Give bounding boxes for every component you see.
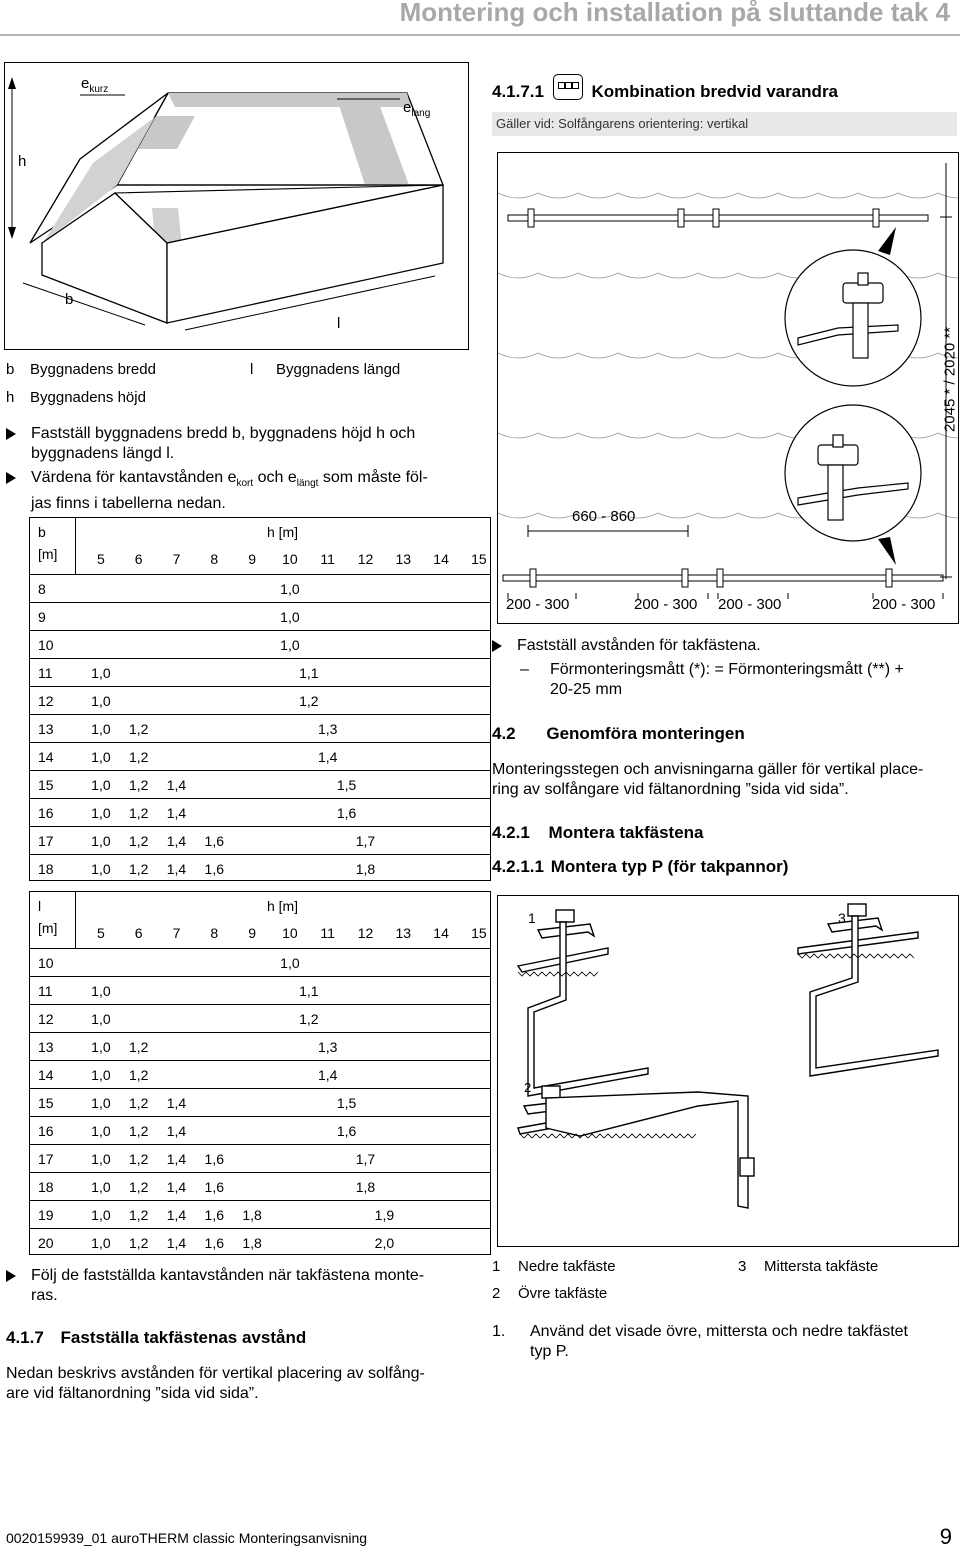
dash-item: – Förmonteringsmått (*): = Förmonteringsmått (**) + 20-25 mm [520,660,950,700]
table-b-cell-value: 1,0 [91,777,111,793]
table-l-cell-value: 1,6 [204,1207,225,1223]
table-b-cell-rest: 1,6 [336,805,357,821]
section-4211-heading [492,857,788,877]
table-b-cell-value: 1,0 [91,665,111,681]
section-417-title: Fastställa takfästenas avstånd [60,1328,307,1347]
table-l-cell-rest: 1,2 [299,1011,319,1027]
table-b-cell-value: 1,2 [128,861,149,877]
table-b-column-header: 13 [395,551,412,567]
instruction-determine [492,636,952,656]
table-b-cell-value: 1,0 [91,749,111,765]
section-417-heading [6,1328,306,1348]
header-rule [0,34,960,36]
table-b-row-label: 9 [38,609,46,625]
section-417-paragraph-line2: are vid fältanordning ”sida vid sida”. [6,1385,259,1402]
table-b-cell-value: 1,2 [128,833,149,849]
table-l-cell-rest: 1,5 [336,1095,357,1111]
table-b-cell-rest: 1,3 [317,721,338,737]
instr2-sub1: kort [236,478,254,490]
house-drawing [5,63,468,349]
hook-callout-3: 3 [838,910,846,926]
table-l-column-header: 12 [357,925,374,941]
table-b-row-label: 14 [38,749,54,765]
table-b-cell-rest: 1,0 [280,609,300,625]
table-b-cell-value: 1,6 [204,861,225,877]
table-b-cell-rest: 1,0 [280,637,300,653]
hook-callout-2: 2 [524,1080,532,1095]
table-l-row-label: 18 [38,1179,54,1195]
table-b-row-label: 12 [38,693,54,709]
table-l-cell-value: 1,0 [91,1151,111,1167]
table-l-cell-value: 1,2 [128,1179,149,1195]
table-l-cell-rest: 1,9 [374,1207,395,1223]
table-b-row-rule [30,658,490,659]
table-b-row-rule [30,686,490,687]
table-l-row-rule [30,1088,490,1089]
table-l-column-header: 13 [395,925,412,941]
table-b-cell-value: 1,2 [128,777,149,793]
table-b-row-rule [30,826,490,827]
legend-l-key: l [250,361,254,378]
table-b-row-rule [30,770,490,771]
table-l-row-rule [30,1032,490,1033]
table-b-column-header: 11 [320,551,335,567]
bullet-arrow-icon [6,1270,16,1282]
table-l-header-row-label: l [38,898,42,914]
section-42-paragraph-line2: ring av solfångare vid fältanordning ”sida vid sida”. [492,781,849,798]
footer-document-id: 0020159939_01 auroTHERM classic Monteringsanvisning [6,1530,368,1546]
step-1-line1: Använd det visade övre, mittersta och nedre takfästet [530,1323,908,1340]
table-b-row-label: 10 [38,637,54,653]
table-l-cell-value: 1,0 [91,1179,111,1195]
table-b-row-label: 11 [38,665,53,681]
instruction-follow-line2: ras. [31,1287,58,1304]
table-b-cell-rest: 1,7 [355,833,376,849]
legend-b-text: Byggnadens bredd [30,361,156,378]
instr2-part2: och e [253,469,297,486]
table-l-cell-rest: 1,0 [280,955,300,971]
table-l-cell-value: 1,8 [242,1207,262,1223]
table-l-column-header: 5 [97,925,105,941]
bullet-arrow-icon [492,640,502,652]
dash-item-line1: Förmonteringsmått (*): = Förmonteringsmått (**) + [550,661,904,678]
section-4171-number: 4.1.7.1 [492,82,544,101]
instr2-part1: Värdena för kantavstånden e [31,469,237,486]
table-b-cell-value: 1,6 [204,833,225,849]
table-b-row-rule [30,854,490,855]
table-l-row-label: 14 [38,1067,54,1083]
hook-legend-3-key: 3 [738,1258,747,1275]
table-b-cell-rest: 1,5 [336,777,357,793]
table-b-header-row-unit: [m] [38,546,58,562]
instruction-values [6,468,466,514]
h-label: h [18,153,27,170]
legend-b-key: b [6,361,15,378]
instruction-determine-text: Fastställ avstånden för takfästena. [517,637,761,654]
table-l-cell-value: 1,2 [128,1039,149,1055]
table-l-row-label: 15 [38,1095,54,1111]
section-42-paragraph-line1: Monteringsstegen och anvisningarna gäller för vertikal place- [492,761,924,778]
section-4171-title: Kombination bredvid varandra [591,82,839,101]
table-b-cell-rest: 1,1 [299,665,319,681]
table-b-cell-value: 1,0 [91,805,111,821]
section-421-number: 4.2.1 [492,823,530,842]
table-l-cell-rest: 1,8 [355,1179,376,1195]
table-b-cell-rest: 1,4 [317,749,338,765]
table-l-cell-value: 1,0 [91,1235,111,1251]
table-l-row-rule [30,1144,490,1145]
page-title: Montering och installation på sluttande tak 4 [399,0,950,27]
section-4171-heading [492,74,838,102]
legend-l-text: Byggnadens längd [276,361,401,378]
table-l-cell-value: 1,0 [91,1095,111,1111]
e-kurz-label [81,75,108,95]
roof-hooks-figure [497,895,959,1247]
dash-item-line2: 20-25 mm [550,681,623,698]
table-l-row-rule [30,1116,490,1117]
table-l-row-rule [30,976,490,977]
table-width [29,517,491,881]
footer-page-number: 9 [939,1524,952,1549]
gap-label-1: 200 - 300 [506,596,570,613]
applies-to-bar [492,112,957,136]
table-l-header-rule [30,948,490,949]
house-figure [4,62,469,350]
table-b-column-header: 12 [357,551,374,567]
table-l-cell-value: 1,4 [166,1151,187,1167]
table-b-cell-value: 1,4 [166,805,187,821]
instruction-measure-line1: Fastställ byggnadens bredd b, byggnadens höjd h och [31,425,416,442]
table-b-cell-value: 1,0 [91,861,111,877]
e-lang-letter: e [403,99,412,116]
e-lang-subscript: lang [411,108,431,119]
table-l-row-rule [30,1200,490,1201]
table-b-row-rule [30,602,490,603]
section-421-heading [492,823,703,843]
table-l-cell-value: 1,4 [166,1123,187,1139]
table-l-cell-value: 1,0 [91,983,111,999]
instruction-follow-line1: Följ de fastställda kantavstånden när takfästena monte- [31,1267,425,1284]
section-417-paragraph-line1: Nedan beskrivs avstånden för vertikal placering av solfång- [6,1365,425,1382]
gap-label-2: 200 - 300 [634,596,698,613]
table-l-cell-rest: 2,0 [374,1235,395,1251]
table-l-cell-value: 1,2 [128,1067,149,1083]
table-l-row-label: 11 [38,983,53,999]
dim-vertical-label: 2045 * / 2020 ** [941,326,959,433]
table-l-header-row-unit: [m] [38,920,58,936]
table-b-column-header: 9 [248,551,256,567]
table-b-row-rule [30,742,490,743]
table-l-column-header: 14 [433,925,449,941]
table-b-header-row-label: b [38,524,46,540]
table-b-row-rule [30,714,490,715]
table-l-row-label: 12 [38,1011,54,1027]
table-b-row-label: 8 [38,581,46,597]
section-42-heading [492,724,745,744]
table-l-column-header: 9 [248,925,256,941]
roof-hooks-drawing [498,896,958,1246]
table-l-cell-value: 1,2 [128,1123,149,1139]
table-l-row-rule [30,1060,490,1061]
table-l-row-label: 20 [38,1235,54,1251]
hook-legend-3-text: Mittersta takfäste [764,1258,879,1275]
table-b-cell-value: 1,0 [91,833,111,849]
instr2-part3: som måste föl- [318,469,428,486]
table-l-cell-value: 1,2 [128,1207,149,1223]
table-b-column-header: 5 [97,551,105,567]
l-label: l [337,315,341,332]
section-42-number: 4.2 [492,724,516,743]
table-b-column-header: 14 [433,551,449,567]
e-lang-label [403,99,430,119]
table-b-column-header: 8 [210,551,219,567]
spacing-drawing [498,153,958,623]
table-b-header-col-label: h [m] [266,524,299,540]
section-417-paragraph [6,1364,466,1404]
table-l-cell-value: 1,2 [128,1235,149,1251]
table-b-cell-value: 1,4 [166,861,187,877]
table-l-column-header: 15 [471,925,487,941]
table-l-row-label: 10 [38,955,54,971]
table-b-cell-rest: 1,2 [299,693,319,709]
table-b-cell-value: 1,0 [91,721,111,737]
table-l-column-header: 7 [172,925,181,941]
table-l-cell-value: 1,4 [166,1207,187,1223]
spacing-figure [497,152,959,624]
side-by-side-icon [553,74,583,100]
table-b-cell-value: 1,0 [91,693,111,709]
table-b-cell-rest: 1,8 [355,861,376,877]
table-b-row-label: 16 [38,805,54,821]
table-l-row-rule [30,1172,490,1173]
section-421-title: Montera takfästena [548,823,704,842]
applies-label: Gäller vid: [496,116,555,131]
table-b-column-header: 10 [282,551,298,567]
table-l-cell-value: 1,4 [166,1179,187,1195]
legend-h-key: h [6,389,15,406]
table-b-row-rule [30,630,490,631]
table-b-row-rule [30,798,490,799]
step-1-line2: typ P. [530,1343,569,1360]
table-b-cell-value: 1,2 [128,721,149,737]
b-label: b [65,291,74,308]
hook-callout-1: 1 [528,910,536,926]
table-b-column-header: 15 [471,551,487,567]
table-b-column-header: 6 [134,551,143,567]
table-l-cell-value: 1,2 [128,1151,149,1167]
table-l-cell-rest: 1,6 [336,1123,357,1139]
table-b-cell-rest: 1,0 [280,581,300,597]
table-l-cell-rest: 1,4 [317,1067,338,1083]
table-l-cell-value: 1,2 [128,1095,149,1111]
instr2-sub2: längt [296,478,319,490]
table-l-cell-value: 1,0 [91,1067,111,1083]
instruction-follow [6,1266,466,1306]
table-b-row-label: 17 [38,833,54,849]
table-l-header-col-label: h [m] [266,898,299,914]
table-l-column-header: 6 [134,925,143,941]
table-l-column-header: 10 [282,925,298,941]
table-l-cell-rest: 1,7 [355,1151,376,1167]
table-l-cell-value: 1,6 [204,1235,225,1251]
hook-legend-2-text: Övre takfäste [518,1285,608,1302]
table-b-row-label: 15 [38,777,54,793]
hook-legend-1-key: 1 [492,1258,501,1275]
applies-value: Solfångarens orientering: vertikal [554,116,749,131]
gap-label-4: 200 - 300 [872,596,936,613]
table-l-row-rule [30,1004,490,1005]
table-b-row-label: 13 [38,721,54,737]
section-4211-number: 4.2.1.1 [492,857,544,876]
section-42-paragraph [492,760,957,800]
instruction-measure-line2: byggnadens längd l. [31,445,175,462]
table-b-cell-value: 1,2 [128,749,149,765]
table-b-column-header: 7 [172,551,181,567]
table-l-cell-value: 1,6 [204,1151,225,1167]
table-l-row-label: 13 [38,1039,54,1055]
table-l-cell-value: 1,0 [91,1011,111,1027]
instruction-values-line2: jas finns i tabellerna nedan. [31,495,226,513]
table-l-cell-value: 1,0 [91,1123,111,1139]
legend-h-text: Byggnadens höjd [30,389,146,406]
dim-horizontal-label: 660 - 860 [572,508,636,525]
table-l-cell-value: 1,6 [204,1179,225,1195]
instruction-values-line1 [31,468,466,494]
table-length [29,891,491,1255]
table-l-row-label: 17 [38,1151,54,1167]
section-4211-title: Montera typ P (för takpannor) [550,857,789,876]
section-42-title: Genomföra monteringen [546,724,745,743]
table-b-cell-value: 1,4 [166,833,187,849]
table-l-cell-value: 1,0 [91,1039,111,1055]
gap-label-3: 200 - 300 [718,596,782,613]
table-b-cell-value: 1,4 [166,777,187,793]
table-l-row-label: 16 [38,1123,54,1139]
table-b-cell-value: 1,2 [128,805,149,821]
step-1 [492,1322,957,1362]
table-l-cell-value: 1,4 [166,1095,187,1111]
bullet-arrow-icon [6,428,16,440]
section-417-number: 4.1.7 [6,1328,44,1347]
table-b-row-label: 18 [38,861,54,877]
hook-legend-1-text: Nedre takfäste [518,1258,616,1275]
table-l-cell-value: 1,8 [242,1235,262,1251]
e-kurz-subscript: kurz [89,84,109,95]
table-l-cell-value: 1,4 [166,1235,187,1251]
table-l-row-label: 19 [38,1207,54,1223]
step-1-number: 1. [492,1323,506,1340]
bullet-arrow-icon [6,472,16,484]
table-l-column-header: 11 [320,925,335,941]
table-l-row-rule [30,1228,490,1229]
table-l-cell-rest: 1,3 [317,1039,338,1055]
table-b-header-rule [30,574,490,575]
e-kurz-letter: e [81,75,90,92]
instruction-measure [6,424,466,464]
page-header [0,0,960,36]
table-l-cell-rest: 1,1 [299,983,319,999]
table-l-cell-value: 1,0 [91,1207,111,1223]
table-l-column-header: 8 [210,925,219,941]
hook-legend-2-key: 2 [492,1285,501,1302]
